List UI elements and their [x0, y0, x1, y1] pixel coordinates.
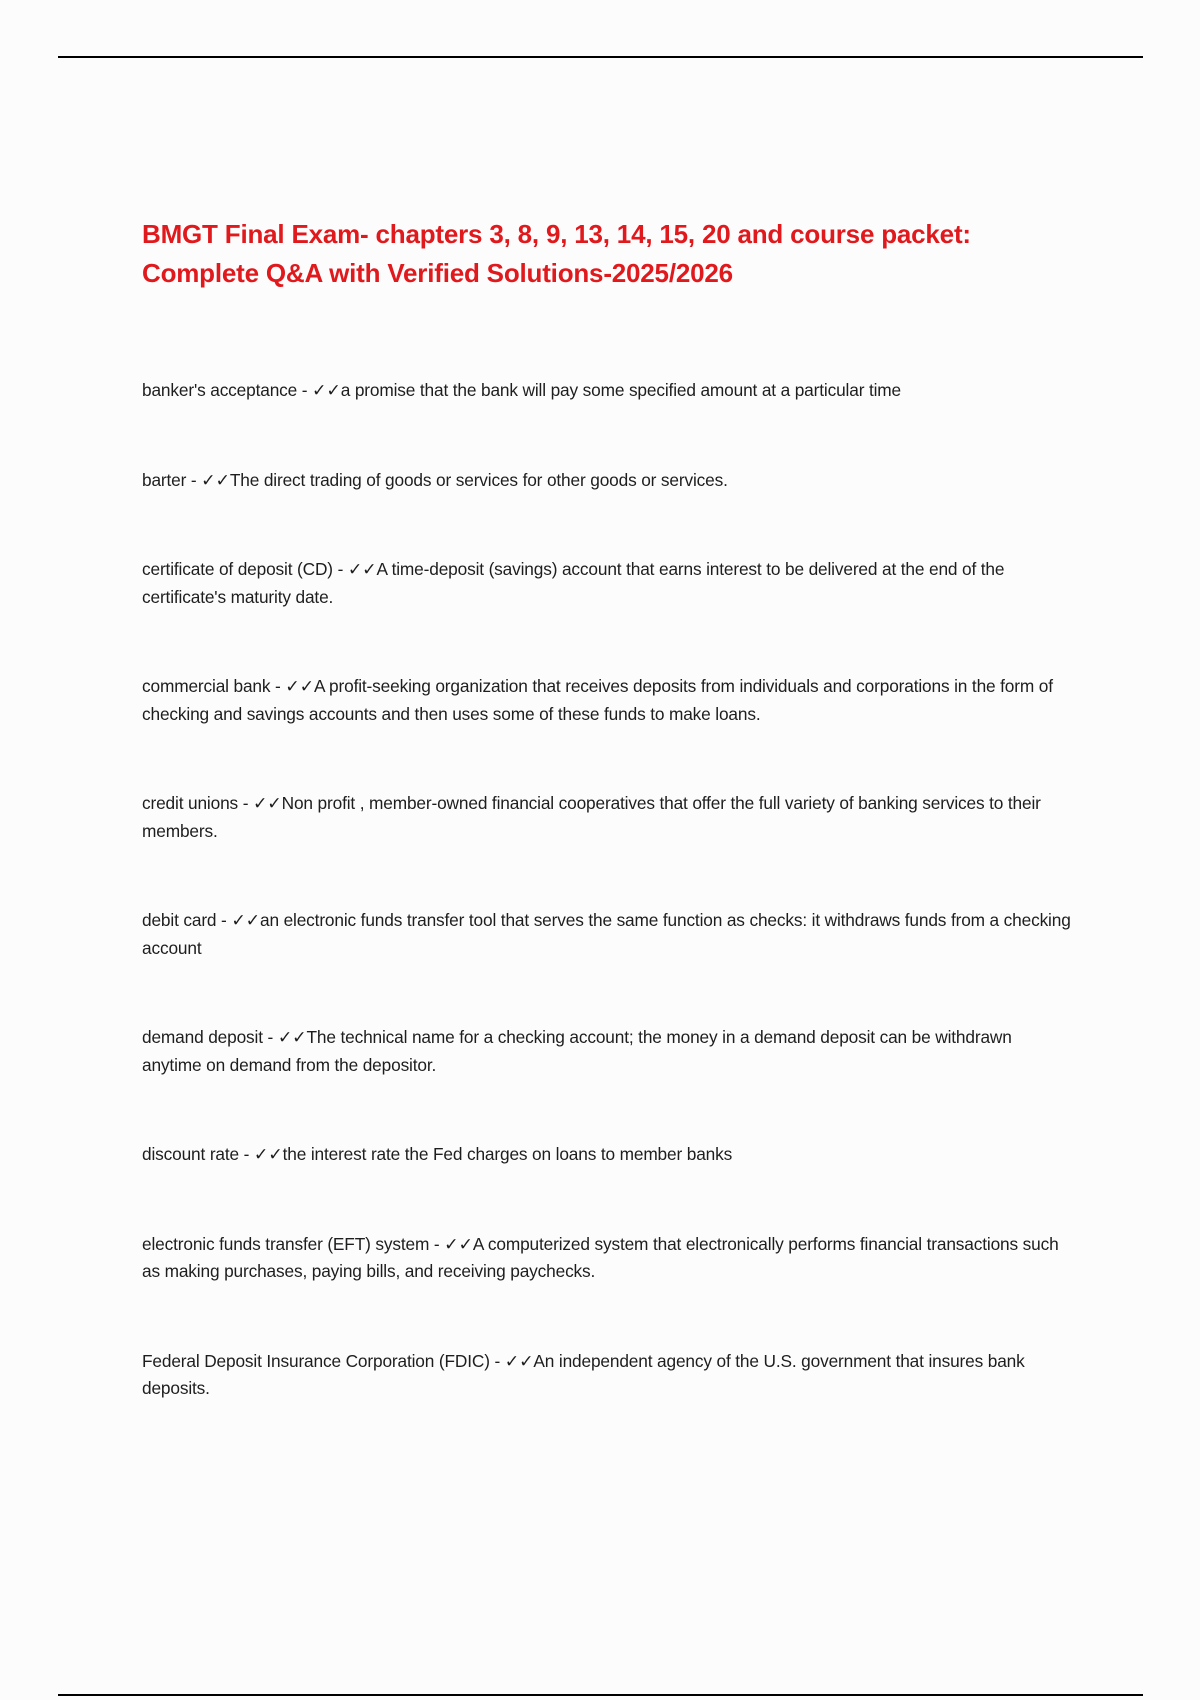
qa-entry — [142, 377, 1072, 405]
entry-term: banker's acceptance — [142, 380, 298, 400]
entry-term: discount rate — [142, 1144, 239, 1164]
entry-separator: - — [429, 1233, 445, 1254]
checkmark-icon: ✓✓ — [201, 469, 230, 490]
checkmark-icon: ✓✓ — [312, 380, 341, 400]
bottom-rule — [58, 1694, 1143, 1696]
qa-entry — [142, 467, 1072, 495]
entry-separator: - — [216, 910, 232, 930]
entry-term: electronic funds transfer (EFT) system — [142, 1233, 430, 1254]
checkmark-icon: ✓✓ — [444, 1233, 473, 1254]
qa-entry — [142, 1348, 1072, 1403]
entry-term: Federal Deposit Insurance Corporation (FDIC) — [142, 1350, 490, 1371]
checkmark-icon: ✓✓ — [277, 1027, 307, 1047]
entry-definition: an electronic funds transfer tool that serves the same function as checks: it withdraws funds from a checking account — [142, 910, 1071, 958]
entry-separator: - — [270, 676, 286, 696]
entry-term: certificate of deposit (CD) — [142, 559, 333, 579]
entry-definition: Non profit , member-owned financial cooperatives that offer the full variety of banking services to their members. — [142, 793, 1041, 841]
document-body — [142, 215, 1072, 1465]
entry-separator: - — [332, 559, 348, 579]
entry-term: debit card — [142, 910, 217, 930]
checkmark-icon: ✓✓ — [252, 793, 282, 813]
entry-definition: A computerized system that electronically performs financial transactions such as making purchases, paying bills, and receiving paychecks. — [142, 1233, 1059, 1281]
entry-separator: - — [186, 469, 202, 490]
entry-separator: - — [489, 1350, 505, 1371]
entry-definition: A time-deposit (savings) account that earns interest to be delivered at the end of the certificate's maturity date. — [142, 559, 1005, 607]
entry-definition: the interest rate the Fed charges on loans to member banks — [282, 1144, 733, 1164]
entry-term: commercial bank — [142, 676, 271, 696]
entry-separator: - — [297, 380, 313, 400]
qa-entry — [142, 907, 1072, 962]
entry-definition: An independent agency of the U.S. government that insures bank deposits. — [142, 1350, 1025, 1398]
qa-entry — [142, 556, 1072, 611]
qa-entry — [142, 1024, 1072, 1079]
entry-separator: - — [239, 1144, 254, 1164]
qa-entry — [142, 1141, 1072, 1169]
entry-term: barter — [142, 469, 187, 490]
entry-definition: The technical name for a checking account; the money in a demand deposit can be withdrawn anytime on demand from the depositor. — [142, 1027, 1012, 1075]
document-title: BMGT Final Exam- chapters 3, 8, 9, 13, 14, 15, 20 and course packet: Complete Q&A with Verified Solutions-2025/2026 — [142, 219, 971, 288]
entry-definition: A profit-seeking organization that receives deposits from individuals and corporations in the form of checking and savings accounts and then uses some of these funds to make loans. — [142, 676, 1053, 724]
entry-separator: - — [262, 1027, 278, 1047]
entry-term: credit unions — [142, 793, 239, 813]
entry-separator: - — [238, 793, 253, 813]
checkmark-icon: ✓✓ — [285, 676, 314, 696]
entry-term: demand deposit — [142, 1027, 263, 1047]
entry-definition: a promise that the bank will pay some specified amount at a particular time — [340, 380, 901, 400]
qa-entry — [142, 1231, 1072, 1286]
entry-definition: The direct trading of goods or services for other goods or services. — [229, 469, 728, 490]
checkmark-icon: ✓✓ — [504, 1350, 534, 1371]
top-rule — [58, 56, 1143, 58]
checkmark-icon: ✓✓ — [347, 559, 377, 579]
checkmark-icon: ✓✓ — [253, 1144, 283, 1164]
qa-entry — [142, 790, 1072, 845]
qa-entry — [142, 673, 1072, 728]
checkmark-icon: ✓✓ — [231, 910, 260, 930]
